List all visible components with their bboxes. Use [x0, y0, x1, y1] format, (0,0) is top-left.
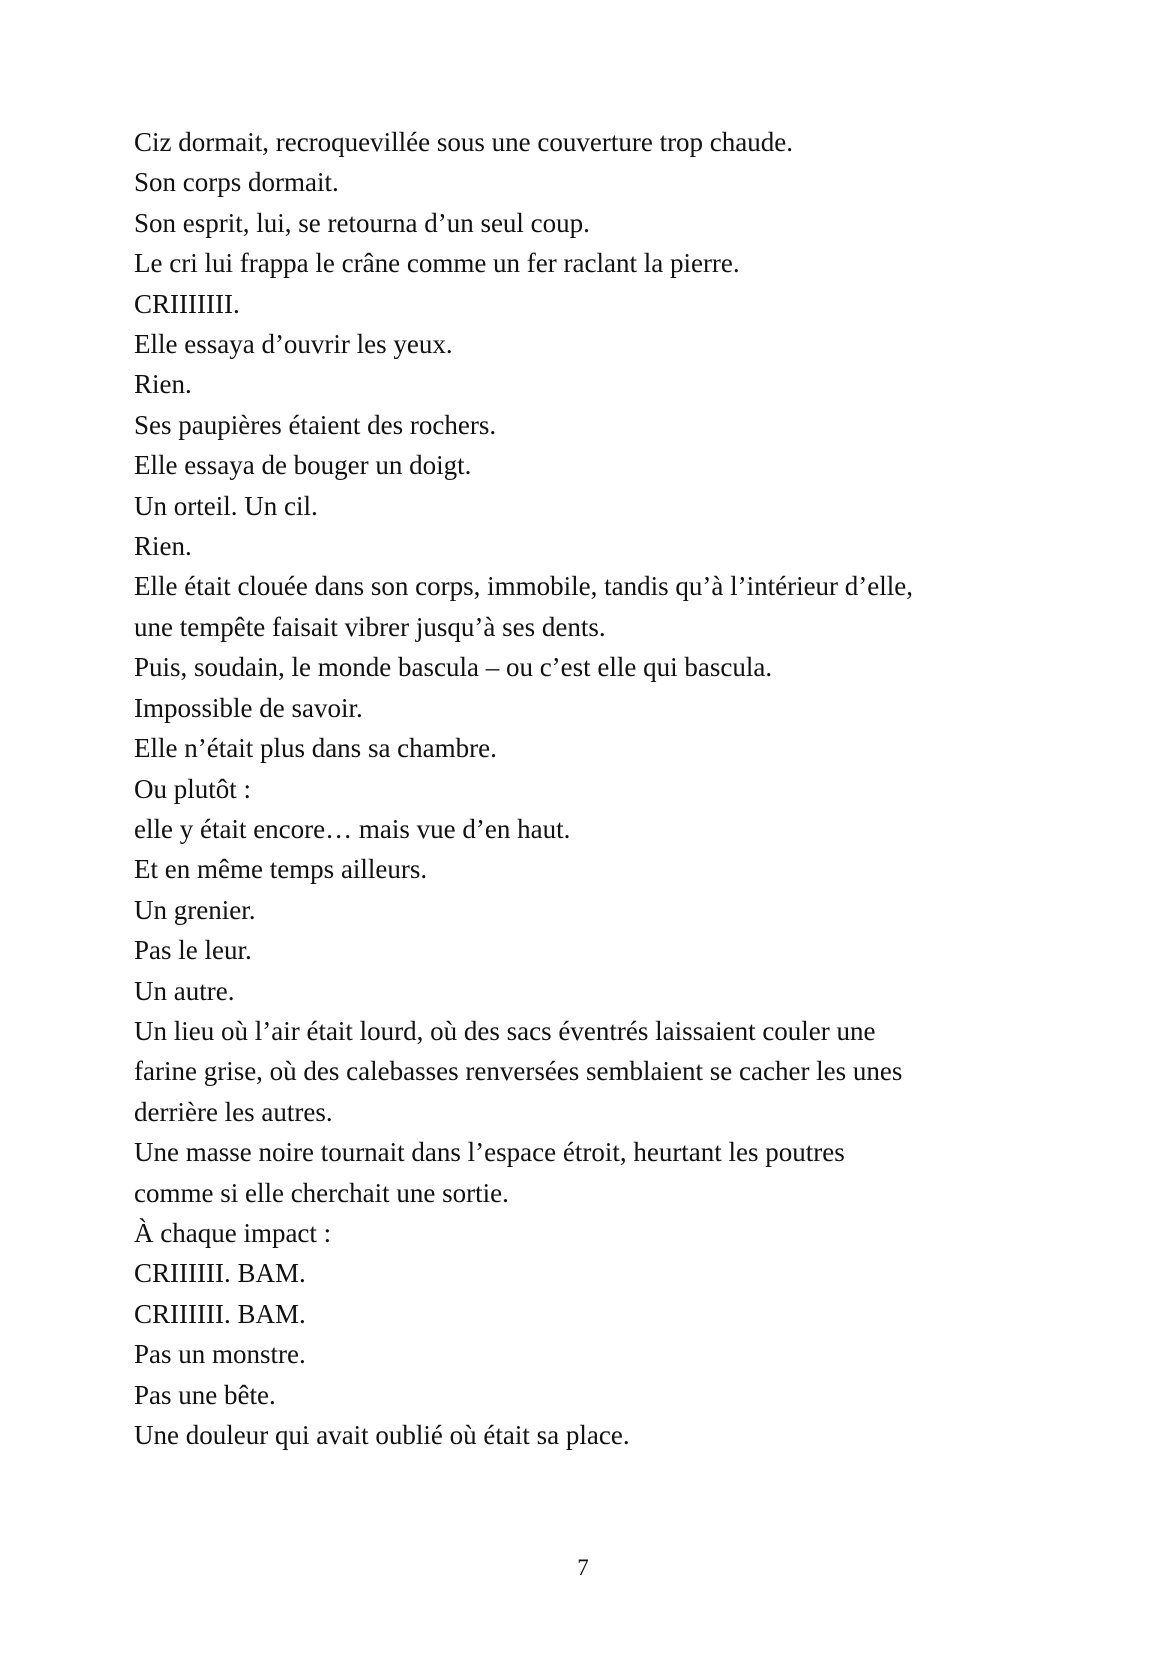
text-line: Une douleur qui avait oublié où était sa place. [134, 1420, 630, 1450]
text-line: Puis, soudain, le monde bascula – ou c’est elle qui bascula. [134, 652, 773, 683]
text-line: Un autre. [134, 975, 235, 1006]
body-text [134, 122, 1034, 1455]
text-line: Elle essaya d’ouvrir les yeux. [134, 329, 453, 360]
text-line: Ciz dormait, recroquevillée sous une couverture trop chaude. [134, 127, 794, 157]
page-number: 7 [577, 1555, 589, 1580]
text-line: CRIIIIII. BAM. [134, 1258, 306, 1289]
text-line: Impossible de savoir. [134, 692, 363, 723]
text-line: À chaque impact : [134, 1217, 332, 1248]
text-line: Ou plutôt : [134, 773, 252, 804]
text-line: CRIIIIII. BAM. [134, 1298, 306, 1329]
text-line: CRIIIIIII. [134, 288, 240, 319]
text-line: Son corps dormait. [134, 167, 339, 198]
text-line: Un grenier. [134, 894, 256, 925]
text-line: Rien. [134, 531, 192, 562]
text-line: farine grise, où des calebasses renversées semblaient se cacher les unes [134, 1056, 903, 1087]
text-line: Son esprit, lui, se retourna d’un seul coup. [134, 207, 590, 238]
text-line: Pas une bête. [134, 1379, 276, 1410]
text-line: Rien. [134, 369, 192, 400]
text-line: Elle n’était plus dans sa chambre. [134, 733, 497, 764]
text-line: Pas le leur. [134, 935, 252, 966]
text-line: Et en même temps ailleurs. [134, 854, 428, 885]
text-line: Le cri lui frappa le crâne comme un fer raclant la pierre. [134, 248, 740, 279]
text-line: elle y était encore… mais vue d’en haut. [134, 813, 571, 844]
text-line: Une masse noire tournait dans l’espace étroit, heurtant les poutres [134, 1137, 845, 1168]
text-line: Elle était clouée dans son corps, immobile, tandis qu’à l’intérieur d’elle, [134, 571, 914, 602]
text-line: derrière les autres. [134, 1096, 333, 1127]
text-line: comme si elle cherchait une sortie. [134, 1177, 509, 1208]
text-line: Pas un monstre. [134, 1339, 306, 1370]
text-line: Elle essaya de bouger un doigt. [134, 450, 472, 481]
text-line: Un orteil. Un cil. [134, 490, 318, 521]
text-line: une tempête faisait vibrer jusqu’à ses dents. [134, 611, 606, 642]
text-line: Un lieu où l’air était lourd, où des sacs éventrés laissaient couler une [134, 1015, 876, 1046]
text-line: Ses paupières étaient des rochers. [134, 409, 497, 440]
